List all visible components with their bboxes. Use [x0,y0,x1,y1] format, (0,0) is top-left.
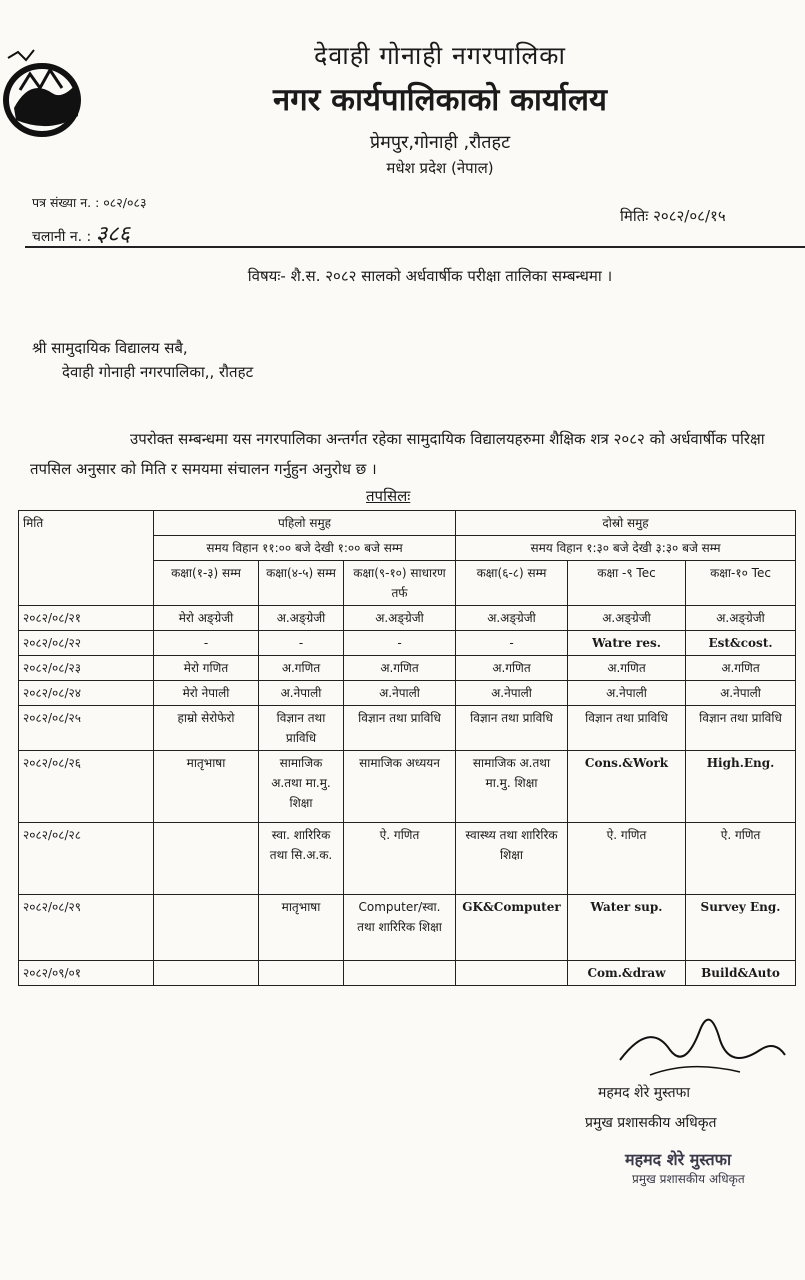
row-date: २०८२/०८/२९ [19,895,154,961]
row-date: २०८२/०८/२५ [19,706,154,751]
subject-cell: अ.गणित [259,656,344,681]
patra-sankhya: पत्र संख्या न. : ०८२/०८३ [32,195,147,210]
group-1-time: समय विहान ११:०० बजे देखी १:०० बजे सम्म [154,536,456,561]
subject-cell: अ.नेपाली [259,681,344,706]
subject-cell: मेरो नेपाली [154,681,259,706]
class-header: कक्षा(४-५) सम्म [259,561,344,606]
row-date: २०८२/०८/२४ [19,681,154,706]
row-date: २०८२/०८/२३ [19,656,154,681]
row-date: २०८२/०८/२२ [19,631,154,656]
letter-date: मितिः २०८२/०८/१५ [620,207,726,225]
subject-line: विषयः- शै.स. २०८२ सालको अर्धवार्षीक परीक्षा तालिका सम्बन्धमा । [247,267,613,285]
table-row [19,895,796,961]
subject-cell [154,823,259,895]
province-label: मधेश प्रदेश (नेपाल) [386,159,494,177]
subject-cell: अ.गणित [344,656,456,681]
schedule-rows [19,606,796,986]
body-paragraph: उपरोक्त सम्बन्धमा यस नगरपालिका अन्तर्गत रहेका सामुदायिक विद्यालयहरुमा शैक्षिक शत्र २०८२ को अर्धवार्षीक परिक्षा तपसिल अनुसार को मिति र समयमा संचालन गर्नुहुन अनुरोध छ । [30,430,765,478]
subject-cell: Build&Auto [686,961,796,986]
stamp-name: महमद शेरे मुस्तफा [625,1150,732,1169]
subject-cell: High.Eng. [686,751,796,823]
subject-cell [154,895,259,961]
table-row [19,681,796,706]
row-date: २०८२/०८/२१ [19,606,154,631]
class-header: कक्षा(१-३) सम्म [154,561,259,606]
subject-cell: Computer/स्वा. तथा शारिरिक शिक्षा [344,895,456,961]
subject-cell: Cons.&Work [568,751,686,823]
group-1-header: पहिलो समुह [154,511,456,536]
subject-cell: - [456,631,568,656]
subject-cell: विज्ञान तथा प्राविधि [456,706,568,751]
subject-cell: अ.नेपाली [568,681,686,706]
recipient-line-2: देवाही गोनाही नगरपालिका,, रौतहट [62,363,254,381]
class-header: कक्षा-१० Tec [686,561,796,606]
signatory-name: महमद शेरे मुस्तफा [598,1085,690,1101]
subject-cell: मातृभाषा [259,895,344,961]
subject-cell: ऐ. गणित [686,823,796,895]
subject-cell: मातृभाषा [154,751,259,823]
subject-cell [456,961,568,986]
municipality-name: देवाही गोनाही नगरपालिका [314,41,566,70]
subject-cell: अ.गणित [686,656,796,681]
table-row [19,706,796,751]
subject-cell: - [344,631,456,656]
date-column-header: मिति [19,511,154,606]
class-header: कक्षा(९-१०) साधारण तर्फ [344,561,456,606]
office-address: प्रेमपुर,गोनाही ,रौतहट [369,132,511,153]
subject-cell: विज्ञान तथा प्राविधि [259,706,344,751]
recipient-line-1: श्री सामुदायिक विद्यालय सबै, [32,339,188,357]
subject-cell: अ.गणित [568,656,686,681]
subject-cell: अ.गणित [456,656,568,681]
subject-cell: अ.नेपाली [686,681,796,706]
subject-cell: मेरो गणित [154,656,259,681]
subject-cell: Water sup. [568,895,686,961]
subject-cell [154,961,259,986]
subject-cell: अ.नेपाली [456,681,568,706]
subject-cell: Com.&draw [568,961,686,986]
subject-cell: अ.अङ्ग्रेजी [344,606,456,631]
stamp-title: प्रमुख प्रशासकीय अधिकृत [632,1172,745,1186]
subject-cell: स्वा. शारिरिक तथा सि.अ.क. [259,823,344,895]
subject-cell: अ.अङ्ग्रेजी [456,606,568,631]
class-header: कक्षा -९ Tec [568,561,686,606]
row-date: २०८२/०८/२६ [19,751,154,823]
subject-cell: ऐ. गणित [568,823,686,895]
subject-cell: Est&cost. [686,631,796,656]
class-header: कक्षा(६-८) सम्म [456,561,568,606]
chalani-value: ३८६ [95,222,131,247]
subject-cell: Survey Eng. [686,895,796,961]
letter-date-value: २०८२/०८/१५ [653,207,726,225]
chalani-number: चलानी न. : ३८६ [32,222,131,247]
row-date: २०८२/०८/२८ [19,823,154,895]
subject-cell [259,961,344,986]
table-row [19,656,796,681]
subject-cell: सामाजिक अध्ययन [344,751,456,823]
table-row [19,606,796,631]
municipality-logo [0,38,90,138]
subject-cell: GK&Computer [456,895,568,961]
subject-cell: अ.अङ्ग्रेजी [686,606,796,631]
subject-cell: सामाजिक अ.तथा मा.मु. शिक्षा [456,751,568,823]
subject-cell: सामाजिक अ.तथा मा.मु. शिक्षा [259,751,344,823]
row-date: २०८२/०९/०१ [19,961,154,986]
subject-cell: - [259,631,344,656]
exam-schedule-table [18,510,796,986]
table-row [19,751,796,823]
subject-cell: मेरो अङ्ग्रेजी [154,606,259,631]
subject-cell: विज्ञान तथा प्राविधि [686,706,796,751]
table-row [19,961,796,986]
subject-cell [344,961,456,986]
subject-cell: अ.नेपाली [344,681,456,706]
group-2-time: समय विहान १:३० बजे देखी ३:३० बजे सम्म [456,536,796,561]
subject-cell: स्वास्थ्य तथा शारिरिक शिक्षा [456,823,568,895]
subject-cell: अ.अङ्ग्रेजी [259,606,344,631]
header-divider [25,246,805,248]
subject-cell: अ.अङ्ग्रेजी [568,606,686,631]
subject-cell: विज्ञान तथा प्राविधि [568,706,686,751]
tapsil-label: तपसिलः [366,487,411,505]
subject-cell: ऐ. गणित [344,823,456,895]
subject-cell: हाम्रो सेरोफेरो [154,706,259,751]
subject-cell: विज्ञान तथा प्राविधि [344,706,456,751]
patra-sankhya-value: ०८२/०८३ [103,195,147,210]
subject-cell: Watre res. [568,631,686,656]
office-name: नगर कार्यपालिकाको कार्यालय [273,82,607,118]
table-row [19,631,796,656]
group-2-header: दोस्रो समुह [456,511,796,536]
table-row [19,823,796,895]
signatory-title: प्रमुख प्रशासकीय अधिकृत [585,1115,717,1131]
subject-cell: - [154,631,259,656]
